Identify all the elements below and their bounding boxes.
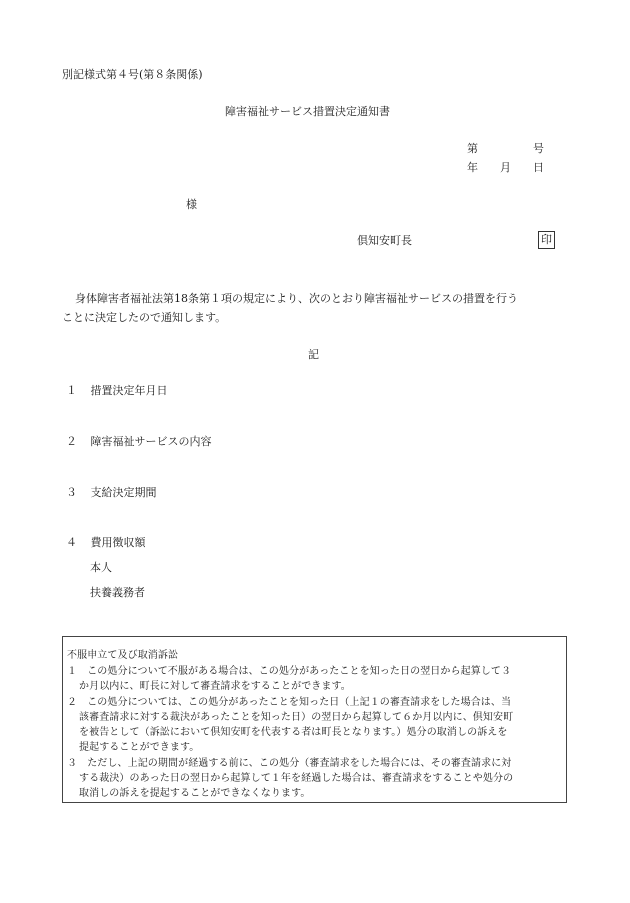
item-1 xyxy=(66,382,168,398)
item-number: １ xyxy=(66,384,77,397)
item-label: 支給決定期間 xyxy=(90,486,157,499)
seal-mark: 印 xyxy=(538,231,555,249)
notice-line: する裁決）のあった日の翌日から起算して１年を経過した場合は、審査請求をすることや処分の xyxy=(79,773,514,784)
item-label: 費用徴収額 xyxy=(90,536,146,549)
notice-line: 取消しの訴えを提起することができなくなります。 xyxy=(79,788,311,799)
notice-line: ２ この処分については、この処分があったことを知った日（上記１の審査請求をした場合は、当 xyxy=(67,697,512,708)
notice-line: １ この処分について不服がある場合は、この処分があったことを知った日の翌日から起算して３ xyxy=(67,666,512,677)
notice-line: 提起することができます。 xyxy=(79,742,200,753)
ki-heading: 記 xyxy=(308,348,319,361)
notice-line: か月以内に、町長に対して審査請求をすることができます。 xyxy=(79,681,351,692)
item-2 xyxy=(66,433,212,449)
item-label: 障害福祉サービスの内容 xyxy=(90,435,212,448)
notice-line: ３ ただし、上記の期間が経過する前に、この処分（審査請求をした場合には、その審査請求に対 xyxy=(67,758,512,769)
body-line-1: 身体障害者福祉法第18条第１項の規定により、次のとおり障害福祉サービスの措置を行う xyxy=(75,292,518,305)
subitem-supporter: 扶養義務者 xyxy=(90,586,145,599)
body-line-2: ことに決定したので通知します。 xyxy=(62,311,227,324)
item-number: ３ xyxy=(66,486,77,499)
item-4 xyxy=(66,534,146,550)
item-number: ４ xyxy=(66,536,77,549)
subitem-self: 本人 xyxy=(90,561,112,574)
notice-line: 該審査請求に対する裁決があったことを知った日）の翌日から起算して６か月以内に、倶知安町 xyxy=(79,712,514,723)
document-title: 障害福祉サービス措置決定通知書 xyxy=(225,105,390,118)
item-3 xyxy=(66,484,157,500)
issuer-name: 倶知安町長 xyxy=(357,234,412,247)
notice-heading: 不服申立て及び取消訴訟 xyxy=(67,650,179,661)
appeal-notice-box xyxy=(62,636,567,803)
document-number: 第 号 xyxy=(467,142,544,155)
form-reference: 別記様式第４号(第８条関係) xyxy=(62,68,203,81)
recipient-suffix: 様 xyxy=(186,198,197,211)
notice-line: を被告として（訴訟において倶知安町を代表する者は町長となります。）処分の取消しの訴えを xyxy=(79,727,508,738)
item-label: 措置決定年月日 xyxy=(90,384,168,397)
issue-date: 年 月 日 xyxy=(467,161,544,174)
item-number: ２ xyxy=(66,435,77,448)
